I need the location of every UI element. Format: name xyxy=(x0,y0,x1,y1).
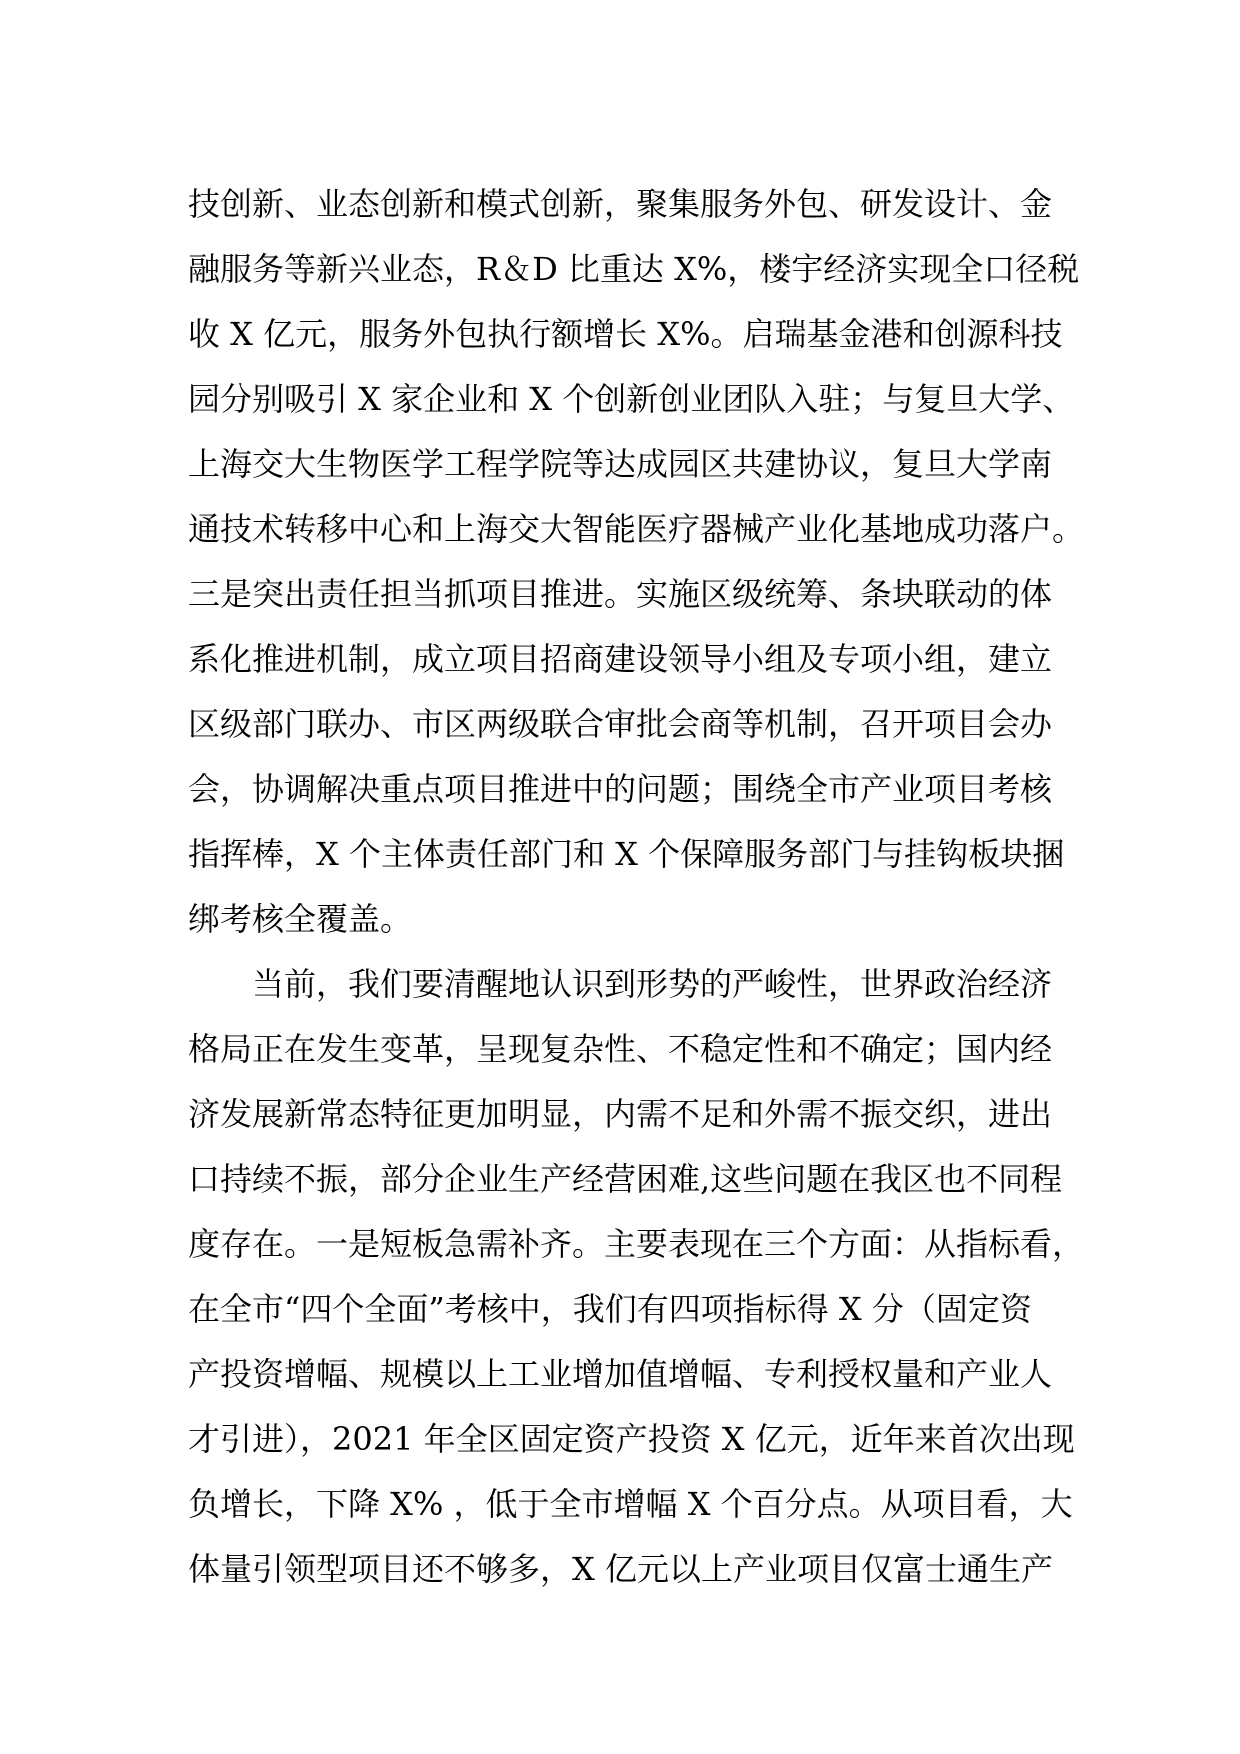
text-line: 绑考核全覆盖。 xyxy=(188,900,413,938)
body-text xyxy=(188,172,1088,1602)
text-line: 区级部门联办、市区两级联合审批会商等机制，召开项目会办 xyxy=(188,705,1053,743)
text-line: 上海交大生物医学工程学院等达成园区共建协议，复旦大学南 xyxy=(188,445,1053,483)
text-line: 才引进），2021 年全区固定资产投资 X 亿元，近年来首次出现 xyxy=(188,1420,1075,1458)
text-line: 指挥棒，X 个主体责任部门和 X 个保障服务部门与挂钩板块捆 xyxy=(188,835,1065,873)
text-line: 通技术转移中心和上海交大智能医疗器械产业化基地成功落户。 xyxy=(188,510,1085,548)
text-line: 会，协调解决重点项目推进中的问题；围绕全市产业项目考核 xyxy=(188,770,1053,808)
text-line: 当前，我们要清醒地认识到形势的严峻性，世界政治经济 xyxy=(252,965,1053,1003)
text-line: 度存在。一是短板急需补齐。主要表现在三个方面：从指标看， xyxy=(188,1225,1085,1263)
text-line: 三是突出责任担当抓项目推进。实施区级统筹、条块联动的体 xyxy=(188,575,1053,613)
text-line: 济发展新常态特征更加明显，内需不足和外需不振交织，进出 xyxy=(188,1095,1053,1133)
text-line: 融服务等新兴业态，R＆D 比重达 X%，楼宇经济实现全口径税 xyxy=(188,250,1080,288)
text-line: 体量引领型项目还不够多，X 亿元以上产业项目仅富士通生产 xyxy=(188,1550,1053,1588)
text-line: 在全市“四个全面”考核中，我们有四项指标得 X 分（固定资 xyxy=(188,1290,1032,1328)
text-line: 口持续不振，部分企业生产经营困难,这些问题在我区也不同程 xyxy=(188,1160,1063,1198)
text-line: 园分别吸引 X 家企业和 X 个创新创业团队入驻；与复旦大学、 xyxy=(188,380,1075,418)
text-line: 负增长，下降 X% ，低于全市增幅 X 个百分点。从项目看，大 xyxy=(188,1485,1073,1523)
text-line: 收 X 亿元，服务外包执行额增长 X%。启瑞基金港和创源科技 xyxy=(188,315,1063,353)
text-line: 产投资增幅、规模以上工业增加值增幅、专利授权量和产业人 xyxy=(188,1355,1053,1393)
paragraph-1 xyxy=(188,172,1088,952)
text-line: 技创新、业态创新和模式创新，聚集服务外包、研发设计、金 xyxy=(188,185,1053,223)
text-line: 格局正在发生变革，呈现复杂性、不稳定性和不确定；国内经 xyxy=(188,1030,1053,1068)
paragraph-2 xyxy=(188,952,1088,1602)
text-line: 系化推进机制，成立项目招商建设领导小组及专项小组，建立 xyxy=(188,640,1053,678)
